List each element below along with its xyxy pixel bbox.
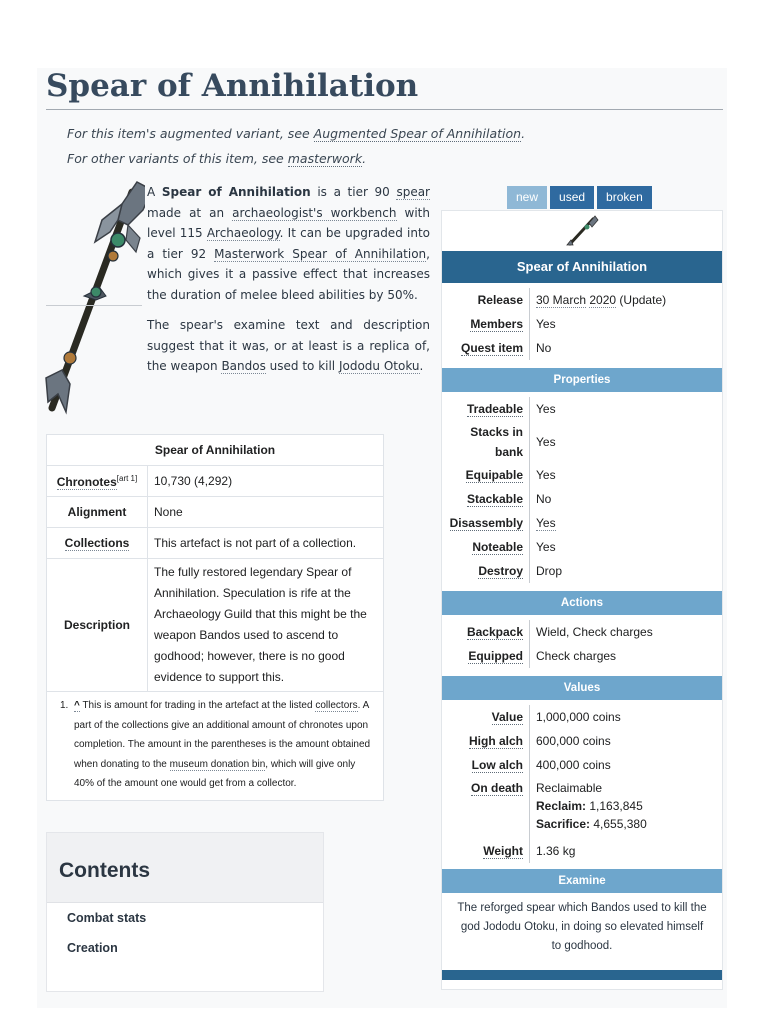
high-alch-value: 600,000 coins: [536, 734, 611, 748]
low-alch-row: [442, 753, 722, 777]
archaeology-link[interactable]: Archaeology: [206, 226, 280, 240]
tradeable-label[interactable]: Tradeable: [466, 401, 523, 416]
tradeable-row: [442, 397, 722, 421]
release-update-link[interactable]: (Update): [619, 293, 667, 307]
stackable-label[interactable]: Stackable: [466, 491, 523, 506]
tab-broken[interactable]: broken: [597, 186, 652, 209]
infobox-image: [442, 211, 722, 251]
weight-row: [442, 839, 722, 863]
references: 1. ^ This is amount for trading in the artefact at the listed collectors. A part of the collections give an additional amount of chronotes upon completion. The amount in the parentheses is the amount obtained when donating to the museum donation bin, which will give only 40% of the amount one would get from a collector.: [47, 692, 384, 801]
examine-heading: Examine: [442, 869, 722, 893]
quest-item-label[interactable]: Quest item: [460, 340, 523, 355]
masterwork-link[interactable]: masterwork: [287, 151, 363, 166]
stacks-value: Yes: [536, 435, 556, 449]
destroy-value: Drop: [536, 564, 563, 578]
stackable-row: [442, 487, 722, 511]
members-label[interactable]: Members: [470, 316, 523, 331]
tab-new[interactable]: new: [507, 186, 547, 209]
masterwork-spear-link[interactable]: Masterwork Spear of Annihilation: [214, 246, 427, 261]
quest-item-row: [442, 336, 722, 360]
backpack-row: [442, 620, 722, 644]
noteable-row: [442, 535, 722, 559]
artefact-table: [46, 434, 384, 801]
collectors-link[interactable]: collectors: [315, 700, 358, 711]
intro-paragraph-1: A Spear of Annihilation is a tier 90 spear made at an archaeologist's workbench with level 115 Archaeology. It can be upgraded into a tier 92 Masterwork Spear of Annihilation, which gives it a passive effect that increases the duration of melee bleed abilities by 50%.: [147, 185, 430, 302]
variant-tabs: [507, 186, 652, 209]
augmented-variant-link[interactable]: Augmented Spear of Annihilation: [313, 126, 522, 141]
on-death-label[interactable]: On death: [470, 781, 523, 795]
chronotes-value: 10,730 (4,292): [148, 466, 384, 497]
release-value: [530, 293, 722, 307]
stacks-row: [442, 421, 722, 463]
page-title: Spear of Annihilation: [46, 66, 723, 110]
toc-item-creation[interactable]: Creation: [67, 941, 118, 955]
item-infobox: [441, 210, 723, 990]
weight-label[interactable]: Weight: [483, 843, 523, 858]
table-of-contents: [46, 832, 324, 992]
artefact-caption: Spear of Annihilation: [47, 435, 384, 466]
members-row: [442, 312, 722, 336]
release-year-link[interactable]: 2020: [589, 293, 617, 307]
noteable-value: Yes: [536, 540, 556, 554]
release-date-link[interactable]: 30 March: [536, 293, 587, 307]
disassembly-row: [442, 511, 722, 535]
equipable-row: [442, 463, 722, 487]
release-label: Release: [442, 288, 530, 312]
hatnote-variants: For other variants of this item, see masterwork.: [67, 151, 367, 166]
equipped-row: [442, 644, 722, 668]
high-alch-row: [442, 729, 722, 753]
low-alch-label[interactable]: Low alch: [471, 757, 523, 772]
low-alch-value: 400,000 coins: [536, 758, 611, 772]
tab-used[interactable]: used: [550, 186, 594, 209]
collections-label: Collections: [47, 528, 148, 559]
chronotes-ref[interactable]: [art 1]: [116, 473, 138, 483]
examine-text: The reforged spear which Bandos used to kill the god Jododu Otoku, in doing so elevated himself to godhood.: [457, 902, 707, 952]
chronotes-label: Chronotes[art 1]: [47, 466, 148, 497]
values-heading: Values: [442, 676, 722, 700]
equipable-label[interactable]: Equipable: [465, 467, 523, 482]
tradeable-value: Yes: [536, 402, 556, 416]
noteable-label[interactable]: Noteable: [472, 539, 523, 554]
hatnote-augmented: For this item's augmented variant, see Augmented Spear of Annihilation.: [67, 126, 526, 141]
intro-text: [147, 182, 430, 387]
ref-caret-link[interactable]: ^: [74, 700, 80, 711]
value-value: 1,000,000 coins: [536, 710, 621, 724]
value-row: [442, 705, 722, 729]
alignment-value: None: [148, 497, 384, 528]
jododu-otoku-link[interactable]: Jododu Otoku: [338, 359, 420, 373]
disassembly-value[interactable]: Yes: [536, 516, 556, 530]
stacks-label: Stacks in bank: [470, 425, 523, 459]
backpack-label[interactable]: Backpack: [466, 624, 523, 639]
destroy-label[interactable]: Destroy: [478, 563, 523, 578]
stackable-value: No: [536, 492, 552, 506]
museum-donation-bin-link[interactable]: museum donation bin: [169, 758, 266, 770]
spear-link[interactable]: spear: [396, 185, 430, 199]
toc-item-combat-stats[interactable]: Combat stats: [67, 911, 147, 925]
equipped-value: Check charges: [536, 649, 617, 663]
bandos-link[interactable]: Bandos: [221, 359, 266, 373]
collections-value: This artefact is not part of a collection.: [148, 528, 384, 559]
alignment-label: Alignment: [47, 497, 148, 528]
equipable-value: Yes: [536, 468, 556, 482]
infobox-footer-bar: [442, 970, 722, 980]
equipped-label[interactable]: Equipped: [468, 648, 523, 663]
actions-heading: Actions: [442, 591, 722, 615]
backpack-value: Wield, Check charges: [536, 625, 653, 639]
infobox-title: Spear of Annihilation: [442, 251, 722, 283]
value-label[interactable]: Value: [491, 709, 523, 724]
high-alch-label[interactable]: High alch: [468, 733, 523, 748]
destroy-row: [442, 559, 722, 583]
spear-image: [40, 180, 145, 420]
intro-paragraph-2: The spear's examine text and description suggest that it was, or at least is a replica of, the weapon Bandos used to kill Jododu Otoku.: [147, 318, 430, 373]
weight-value: 1.36 kg: [536, 844, 576, 858]
workbench-link[interactable]: archaeologist's workbench: [232, 205, 397, 220]
disassembly-label[interactable]: Disassembly: [449, 515, 523, 530]
description-label: Description: [47, 559, 148, 692]
divider: [46, 305, 142, 306]
members-value: Yes: [536, 317, 556, 331]
spear-icon: [565, 214, 599, 248]
release-row: [442, 288, 722, 312]
contents-heading: Contents: [47, 833, 323, 903]
on-death-row: [442, 777, 722, 839]
description-value: The fully restored legendary Spear of Annihilation. Speculation is rife at the Archaeology Guild that this might be the weapon Bandos used to ascend to godhood; however, there is no good evidence to support this.: [148, 559, 384, 692]
properties-heading: Properties: [442, 368, 722, 392]
on-death-value: Reclaimable Reclaim: 1,163,845 Sacrifice: 4,655,380: [536, 781, 647, 831]
quest-item-value: No: [536, 341, 552, 355]
